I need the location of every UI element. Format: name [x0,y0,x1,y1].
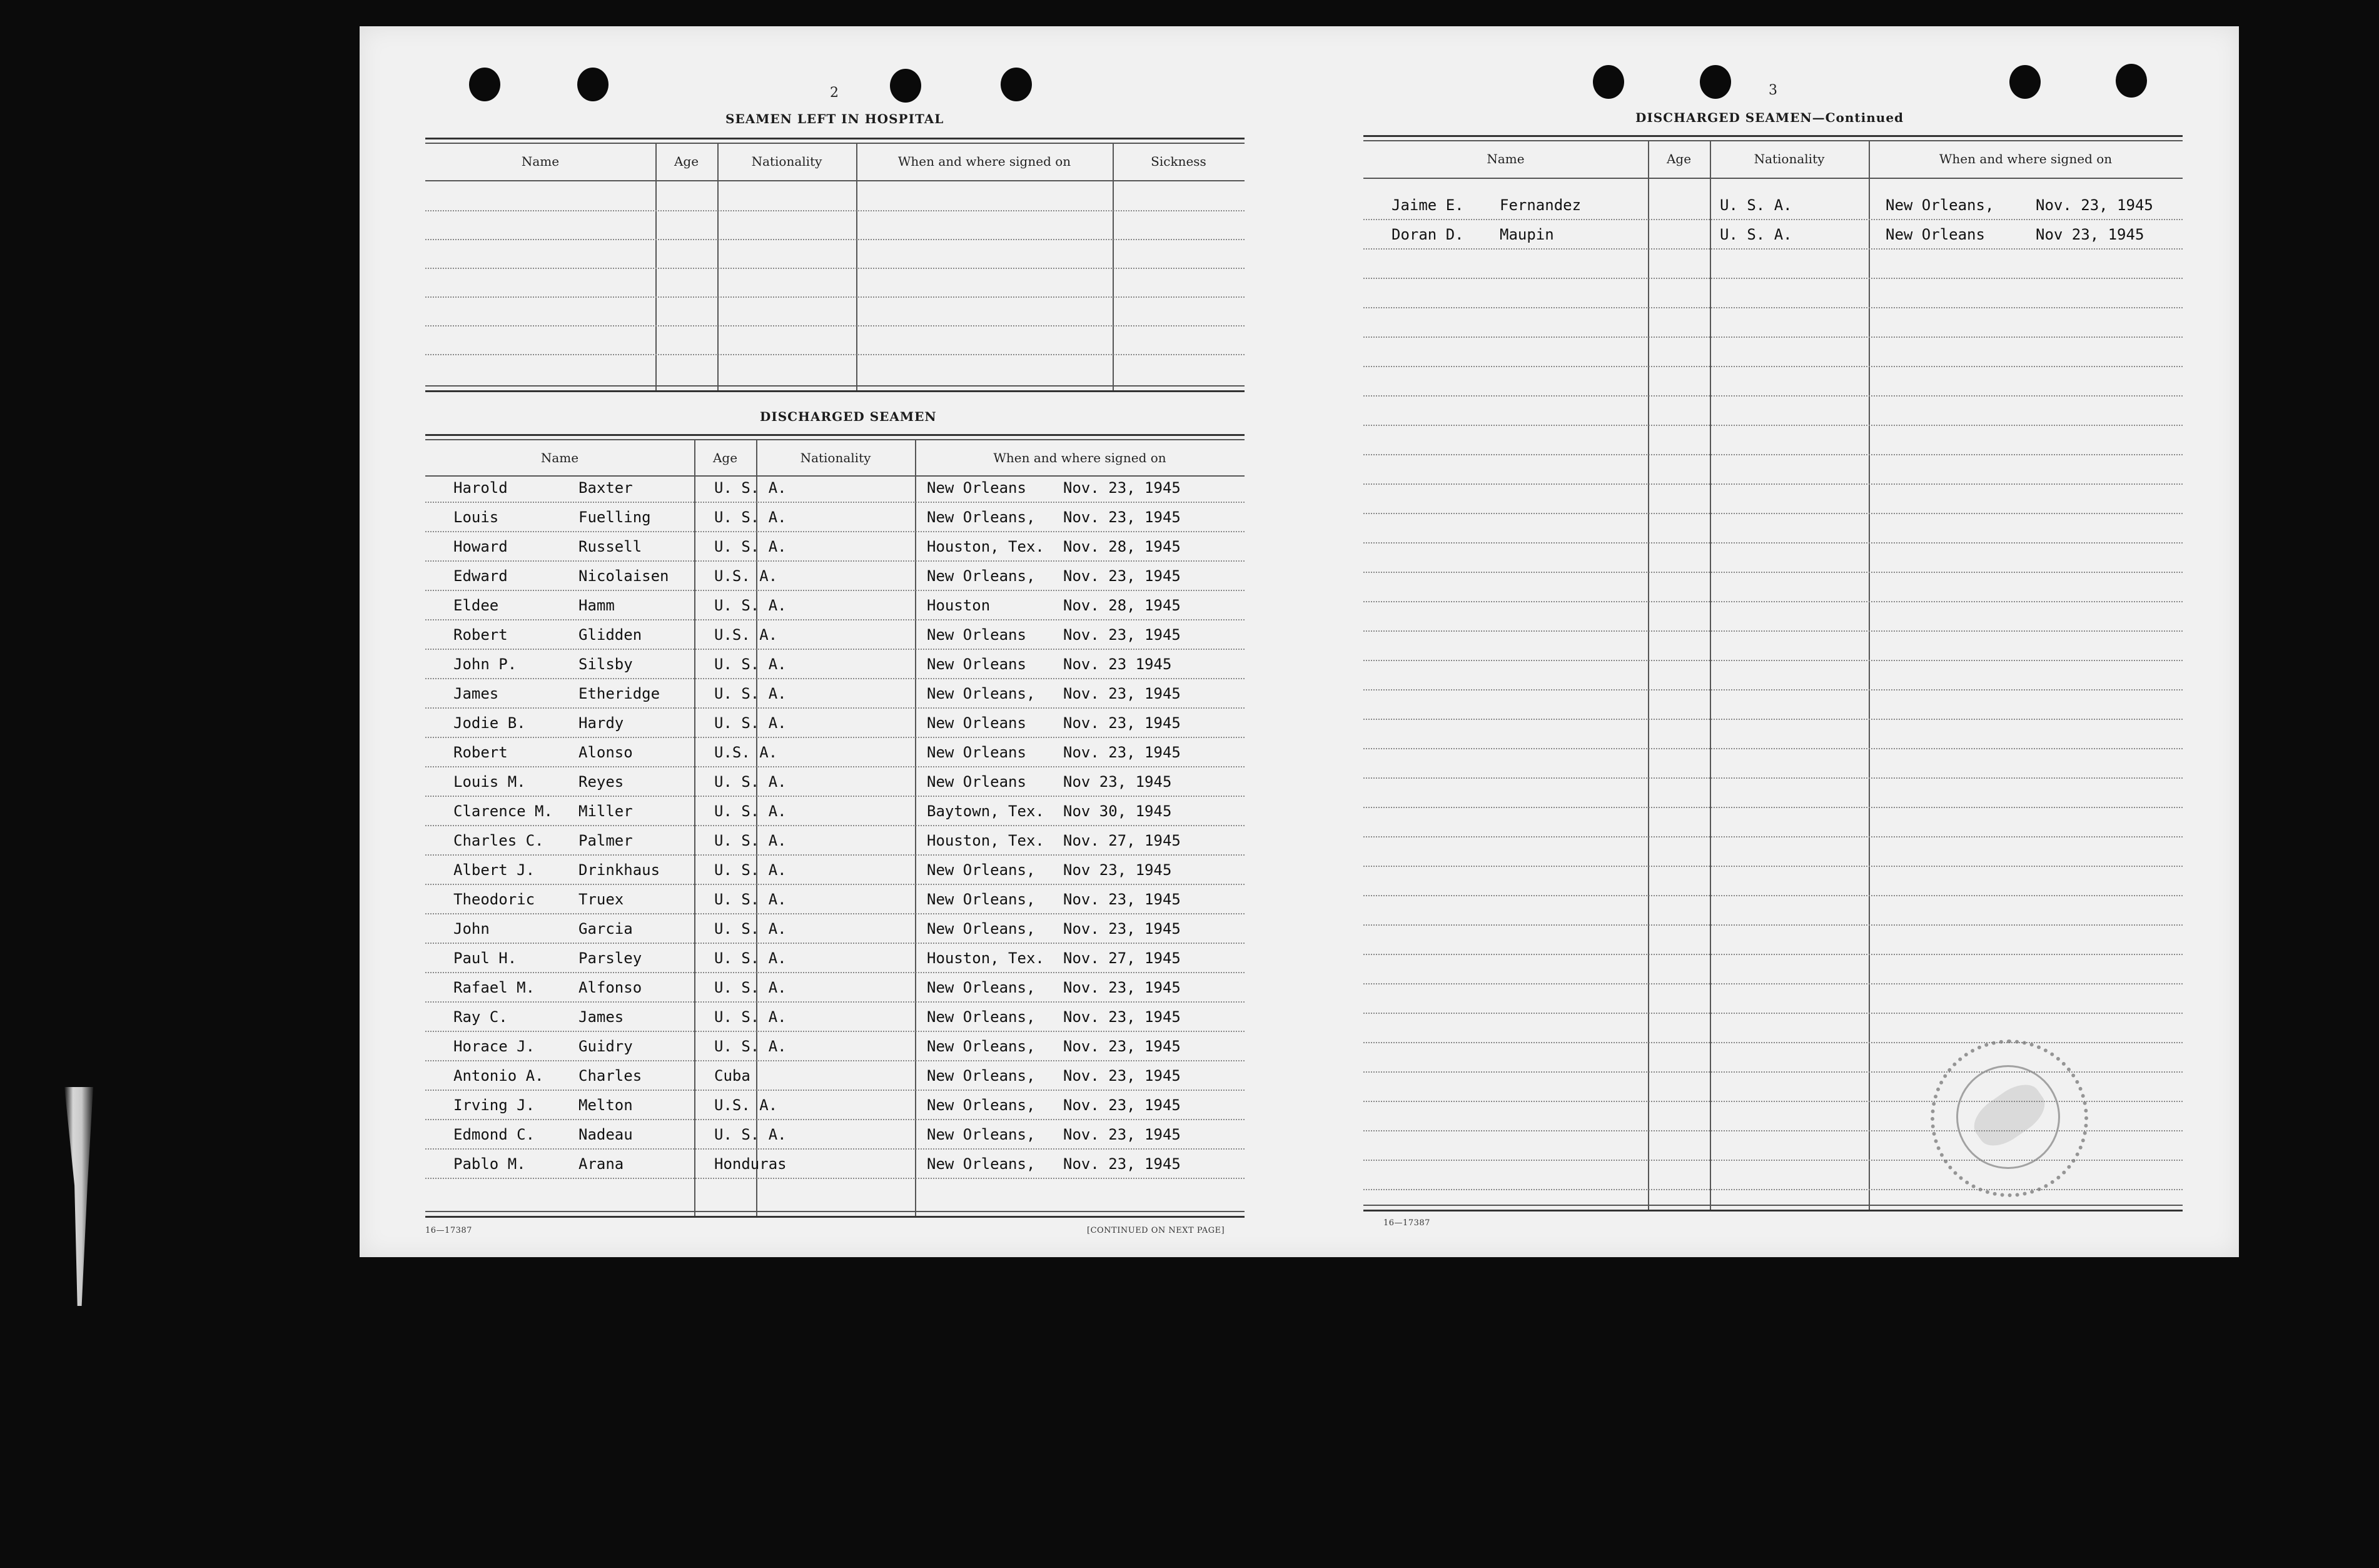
first-name: John [453,920,490,938]
empty-row-rule [1363,689,2183,690]
signed-on-date: Nov. 27, 1945 [1063,832,1181,849]
last-name: Alonso [578,744,633,761]
nationality: U.S. A. [714,626,778,644]
first-name: Louis [453,508,499,526]
table-row [425,621,1245,649]
nationality: U. S. A. [714,1126,787,1143]
signed-on-date: Nov. 27, 1945 [1063,949,1181,967]
nationality: U. S. A. [714,655,787,673]
signed-on-date: Nov. 23, 1945 [1063,479,1181,497]
nationality: U.S. A. [714,567,778,585]
first-name: Robert [453,626,508,644]
first-name: Irving J. [453,1096,535,1114]
signed-on-date: Nov. 23, 1945 [2036,196,2153,214]
last-name: Russell [578,538,642,555]
col-name: Name [1487,151,1525,166]
empty-row-rule [1363,660,2183,661]
empty-row-rule [1363,1013,2183,1014]
empty-row-rule [1363,336,2183,338]
signed-on-place: New Orleans, [927,979,1036,996]
last-name: Alfonso [578,979,642,996]
signed-on-date: Nov. 23, 1945 [1063,744,1181,761]
table-row [425,1150,1245,1178]
nationality: U. S. A. [714,685,787,702]
first-name: James [453,685,499,702]
empty-row-rule [1363,895,2183,896]
nationality: Cuba [714,1067,750,1085]
last-name: Baxter [578,479,633,497]
empty-row-rule [1363,954,2183,955]
punch-hole [2116,64,2147,98]
signed-on-date: Nov 23, 1945 [1063,773,1172,791]
nationality: U. S. A. [714,802,787,820]
punch-hole [1001,68,1032,101]
signed-on-place: New Orleans [927,626,1026,644]
signed-on-place: New Orleans [927,714,1026,732]
signed-on-place: New Orleans, [927,508,1036,526]
empty-row-rule [1363,601,2183,602]
row-rule [425,884,1245,885]
row-rule [1363,219,2183,220]
signed-on-date: Nov 23, 1945 [2036,226,2144,243]
empty-row-rule [1363,395,2183,397]
first-name: Edward [453,567,508,585]
table-row [425,474,1245,502]
first-name: Doran D. [1392,226,1464,243]
last-name: Silsby [578,655,633,673]
table-row [425,650,1245,678]
row-rule [425,1031,1245,1032]
official-stamp [1931,1039,2088,1197]
table-row [425,709,1245,737]
row-rule [425,796,1245,797]
empty-row-rule [1363,866,2183,867]
first-name: Paul H. [453,949,517,967]
last-name: Etheridge [578,685,660,702]
continued-top-rule [1363,135,2183,137]
signed-on-date: Nov. 23, 1945 [1063,626,1181,644]
nationality: U. S. A. [714,1038,787,1055]
row-rule [425,825,1245,826]
empty-row-rule [1363,1042,2183,1043]
last-name: Maupin [1500,226,1554,243]
col-signed-on: When and where signed on [1939,151,2113,166]
signed-on-date: Nov. 23, 1945 [1063,714,1181,732]
empty-row-rule [1363,983,2183,984]
empty-row-rule [1363,366,2183,367]
signed-on-place: New Orleans, [927,567,1036,585]
empty-row-rule [1363,513,2183,514]
signed-on-place: Houston [927,597,991,614]
col-nationality: Nationality [1754,151,1825,166]
row-rule [425,1090,1245,1091]
empty-row-rule [1363,425,2183,426]
first-name: Horace J. [453,1038,535,1055]
punch-hole [469,68,500,101]
nationality: U. S. A. [1720,226,1792,243]
discharged-bottom-rule [425,1216,1245,1218]
first-name: John P. [453,655,517,673]
row-rule [425,1060,1245,1061]
signed-on-place: New Orleans, [927,920,1036,938]
empty-row-rule [1363,278,2183,279]
last-name: Miller [578,802,633,820]
last-name: Drinkhaus [578,861,660,879]
signed-on-date: Nov. 23, 1945 [1063,1008,1181,1026]
first-name: Howard [453,538,508,555]
col-signed-on: When and where signed on [993,450,1166,465]
first-name: Eldee [453,597,499,614]
nationality: U. S. A. [714,714,787,732]
discharged-top-rule [425,434,1245,436]
nationality: U. S. A. [714,1008,787,1026]
punch-hole [577,68,609,101]
last-name: Palmer [578,832,633,849]
empty-row-rule [1363,307,2183,308]
table-row [425,974,1245,1001]
signed-on-date: Nov. 28, 1945 [1063,538,1181,555]
empty-row-rule [1363,719,2183,720]
empty-row-rule [1363,630,2183,632]
table-row [425,915,1245,943]
row-rule [425,502,1245,503]
table-row [425,1091,1245,1119]
signed-on-place: Baytown, Tex. [927,802,1044,820]
table-row [425,856,1245,884]
row-rule [425,1001,1245,1003]
table-row [425,1033,1245,1060]
empty-row-rule [1363,807,2183,808]
continued-bottom-rule [1363,1210,2183,1211]
table-row [425,797,1245,825]
col-age: Age [674,154,699,169]
col-nationality: Nationality [800,450,871,465]
first-name: Robert [453,744,508,761]
last-name: Reyes [578,773,624,791]
signed-on-date: Nov 30, 1945 [1063,802,1172,820]
table-row [425,768,1245,796]
row-rule [1363,248,2183,250]
punch-hole [2009,65,2041,99]
row-rule [425,560,1245,562]
table-row [1363,221,2183,248]
last-name: Fuelling [578,508,651,526]
signed-on-date: Nov. 23, 1945 [1063,1155,1181,1173]
nationality: U. S. A. [714,597,787,614]
page-number-right: 3 [1769,83,1777,98]
signed-on-place: New Orleans [927,744,1026,761]
continued-header-rule [1363,178,2183,179]
signed-on-place: New Orleans, [927,1008,1036,1026]
table-row [1363,191,2183,219]
nationality: U. S. A. [714,508,787,526]
signed-on-place: New Orleans [927,655,1026,673]
col-signed-on: When and where signed on [897,154,1071,169]
empty-row-rule [1363,1189,2183,1190]
signed-on-place: New Orleans, [927,891,1036,908]
table-row [425,680,1245,707]
last-name: Nicolaisen [578,567,669,585]
first-name: Jaime E. [1392,196,1464,214]
discharged-section-title: DISCHARGED SEAMEN [760,409,937,424]
table-row [425,1003,1245,1031]
first-name: Rafael M. [453,979,535,996]
nationality: U. S. A. [714,479,787,497]
last-name: Charles [578,1067,642,1085]
row-rule [425,531,1245,532]
row-rule [425,766,1245,767]
table-row [425,592,1245,619]
continued-note: [CONTINUED ON NEXT PAGE] [1087,1226,1225,1235]
signed-on-date: Nov. 23, 1945 [1063,891,1181,908]
empty-row-rule [1363,454,2183,455]
col-sickness: Sickness [1151,154,1206,169]
signed-on-place: New Orleans [1886,226,1985,243]
first-name: Clarence M. [453,802,553,820]
first-name: Pablo M. [453,1155,526,1173]
punch-hole [890,69,921,103]
signed-on-place: New Orleans [927,773,1026,791]
nationality: U. S. A. [714,773,787,791]
form-code-right: 16—17387 [1383,1218,1430,1228]
first-name: Edmond C. [453,1126,535,1143]
continued-section-title: DISCHARGED SEAMEN—Continued [1635,110,1904,125]
first-name: Jodie B. [453,714,526,732]
signed-on-place: New Orleans [927,479,1026,497]
table-row [425,1062,1245,1090]
first-name: Charles C. [453,832,544,849]
nationality: U. S. A. [1720,196,1792,214]
row-rule [425,707,1245,709]
signed-on-date: Nov. 28, 1945 [1063,597,1181,614]
signed-on-date: Nov. 23, 1945 [1063,1038,1181,1055]
col-age: Age [1666,151,1692,166]
nationality: U.S. A. [714,1096,778,1114]
punch-hole [1700,65,1731,99]
hospital-bottom-rule [425,390,1245,392]
empty-row-rule [1363,572,2183,573]
empty-row-rule [1363,924,2183,926]
signed-on-place: New Orleans, [927,861,1036,879]
last-name: Guidry [578,1038,633,1055]
first-name: Louis M. [453,773,526,791]
empty-row-rule [1363,748,2183,749]
form-code-left: 16—17387 [425,1226,472,1235]
nationality: U. S. A. [714,949,787,967]
table-row [425,827,1245,854]
hospital-header-rule [425,180,1245,181]
first-name: Harold [453,479,508,497]
row-rule [425,737,1245,738]
nationality: U. S. A. [714,538,787,555]
nationality: U.S. A. [714,744,778,761]
empty-row-rule [1363,777,2183,779]
signed-on-date: Nov 23, 1945 [1063,861,1172,879]
film-artifact [64,1087,93,1306]
last-name: Fernandez [1500,196,1582,214]
row-rule [425,619,1245,620]
col-name: Name [540,450,579,465]
signed-on-place: New Orleans, [927,1155,1036,1173]
nationality: U. S. A. [714,832,787,849]
last-name: Nadeau [578,1126,633,1143]
first-name: Ray C. [453,1008,508,1026]
nationality: U. S. A. [714,861,787,879]
last-name: Arana [578,1155,624,1173]
last-name: Melton [578,1096,633,1114]
col-name: Name [521,154,560,169]
signed-on-place: Houston, Tex. [927,832,1044,849]
nationality: Honduras [714,1155,787,1173]
nationality: U. S. A. [714,891,787,908]
record-sheet [360,26,2239,1257]
last-name: Garcia [578,920,633,938]
signed-on-date: Nov. 23, 1945 [1063,1126,1181,1143]
signed-on-date: Nov. 23, 1945 [1063,1096,1181,1114]
row-rule [425,590,1245,591]
last-name: Glidden [578,626,642,644]
first-name: Albert J. [453,861,535,879]
row-rule [425,854,1245,856]
page-number-left: 2 [830,85,839,101]
row-rule [425,913,1245,914]
row-rule [425,972,1245,973]
hospital-section-title: SEAMEN LEFT IN HOSPITAL [725,111,944,126]
row-rule [425,1148,1245,1150]
signed-on-place: New Orleans, [1886,196,1994,214]
signed-on-date: Nov. 23, 1945 [1063,567,1181,585]
last-name: Truex [578,891,624,908]
first-name: Theodoric [453,891,535,908]
punch-hole [1593,65,1624,99]
signed-on-date: Nov. 23, 1945 [1063,979,1181,996]
signed-on-place: Houston, Tex. [927,949,1044,967]
last-name: Hamm [578,597,615,614]
table-row [425,739,1245,766]
table-row [425,886,1245,913]
table-row [425,533,1245,560]
signed-on-date: Nov. 23, 1945 [1063,1067,1181,1085]
signed-on-place: New Orleans, [927,1038,1036,1055]
signed-on-place: Houston, Tex. [927,538,1044,555]
table-row [425,944,1245,972]
signed-on-date: Nov. 23, 1945 [1063,920,1181,938]
empty-row-rule [1363,836,2183,837]
nationality: U. S. A. [714,979,787,996]
signed-on-place: New Orleans, [927,685,1036,702]
last-name: James [578,1008,624,1026]
col-age: Age [712,450,738,465]
nationality: U. S. A. [714,920,787,938]
signed-on-date: Nov. 23, 1945 [1063,508,1181,526]
row-rule [425,649,1245,650]
signed-on-place: New Orleans, [927,1126,1036,1143]
last-name: Parsley [578,949,642,967]
signed-on-date: Nov. 23 1945 [1063,655,1172,673]
table-row [425,503,1245,531]
row-rule [425,678,1245,679]
row-rule [425,1178,1245,1179]
first-name: Antonio A. [453,1067,544,1085]
signed-on-place: New Orleans, [927,1096,1036,1114]
signed-on-date: Nov. 23, 1945 [1063,685,1181,702]
row-rule [425,1119,1245,1120]
table-row [425,1121,1245,1148]
col-nationality: Nationality [751,154,822,169]
row-rule [425,943,1245,944]
table-row [425,562,1245,590]
empty-row-rule [1363,542,2183,544]
last-name: Hardy [578,714,624,732]
signed-on-place: New Orleans, [927,1067,1036,1085]
hospital-top-rule [425,138,1245,139]
empty-row-rule [1363,483,2183,485]
